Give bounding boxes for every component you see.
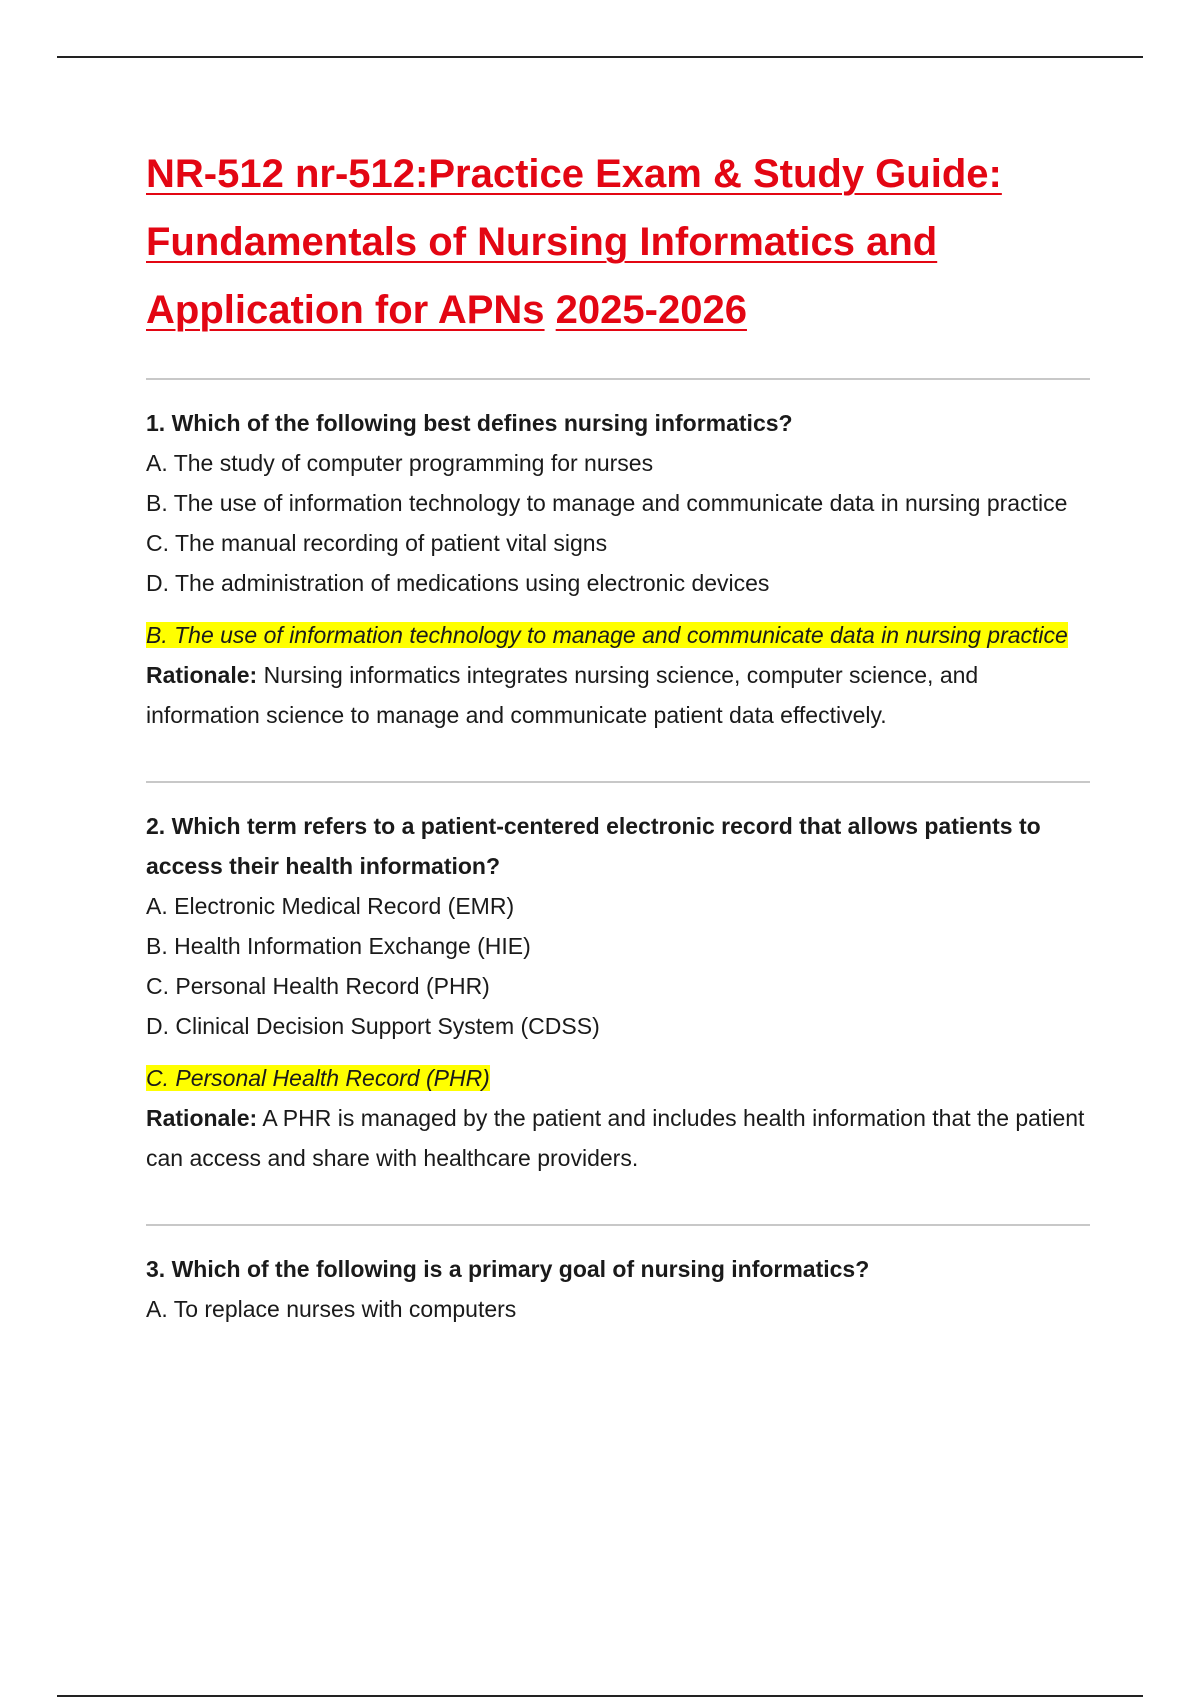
- document-body: [146, 140, 1090, 1329]
- question-block-2: [146, 783, 1090, 1224]
- answer-option-c: C. Personal Health Record (PHR): [146, 973, 490, 999]
- answer-option-a: A. To replace nurses with computers: [146, 1296, 517, 1322]
- question-block-1: [146, 380, 1090, 781]
- answer-option-b: B. The use of information technology to manage and communicate data in nursing practice: [146, 490, 1068, 516]
- question-text: 3. Which of the following is a primary goal of nursing informatics?: [146, 1256, 870, 1282]
- answer-option-d: D. Clinical Decision Support System (CDSS): [146, 1013, 600, 1039]
- correct-answer: [146, 615, 1090, 655]
- question-text: 2. Which term refers to a patient-centered electronic record that allows patients to access their health information?: [146, 813, 1041, 879]
- document-title-main: NR-512 nr-512:Practice Exam & Study Guide: Fundamentals of Nursing Informatics and Application for APNs: [146, 152, 1002, 332]
- question-block-3: [146, 1226, 1090, 1329]
- answer-option-d: D. The administration of medications using electronic devices: [146, 570, 770, 596]
- question-text: 1. Which of the following best defines nursing informatics?: [146, 410, 793, 436]
- answer-option-a: A. Electronic Medical Record (EMR): [146, 893, 515, 919]
- page-bottom-rule: [57, 1695, 1143, 1697]
- correct-answer-highlight: B. The use of information technology to manage and communicate data in nursing practice: [146, 622, 1068, 648]
- correct-answer: [146, 1058, 1090, 1098]
- page-top-rule: [57, 56, 1143, 58]
- rationale-text: A PHR is managed by the patient and includes health information that the patient can access and share with healthcare providers.: [146, 1105, 1085, 1171]
- rationale-text: Nursing informatics integrates nursing science, computer science, and information science to manage and communicate patient data effectively.: [146, 662, 979, 728]
- rationale-label: Rationale:: [146, 1105, 258, 1131]
- document-title-year: 2025-2026: [555, 288, 747, 332]
- rationale: [146, 655, 1090, 735]
- document-title: [146, 140, 1090, 344]
- answer-option-b: B. Health Information Exchange (HIE): [146, 933, 531, 959]
- answer-option-c: C. The manual recording of patient vital signs: [146, 530, 608, 556]
- rationale-label: Rationale:: [146, 662, 258, 688]
- answer-option-a: A. The study of computer programming for nurses: [146, 450, 654, 476]
- correct-answer-highlight: C. Personal Health Record (PHR): [146, 1065, 490, 1091]
- rationale: [146, 1098, 1090, 1178]
